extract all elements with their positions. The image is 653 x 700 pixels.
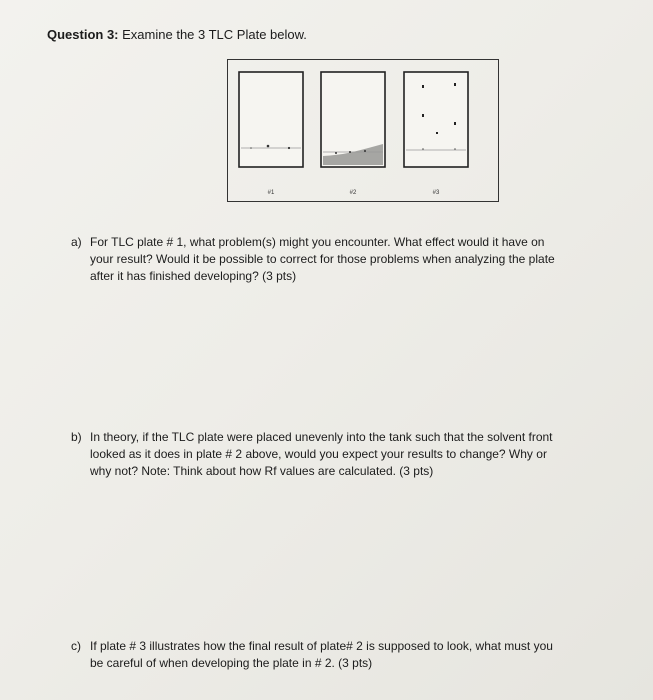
question-letter: b) xyxy=(71,430,82,444)
question-line: If plate # 3 illustrates how the final result of plate# 2 is supposed to look, what must you xyxy=(90,639,553,653)
spot xyxy=(454,148,456,150)
spot xyxy=(436,132,438,134)
spot xyxy=(422,85,424,88)
question-letter: a) xyxy=(71,235,82,249)
plate-label-1: #1 xyxy=(267,190,275,196)
spot xyxy=(454,122,456,125)
spot xyxy=(335,152,337,154)
tlc-plate-3 xyxy=(404,72,468,167)
tlc-plates-figure xyxy=(227,59,499,202)
spot xyxy=(288,147,290,149)
tlc-plate-1 xyxy=(239,72,303,167)
question-text xyxy=(90,234,555,285)
spot xyxy=(422,114,424,117)
question-line: your result? Would it be possible to correct for those problems when analyzing the plate xyxy=(90,252,555,266)
question-line: For TLC plate # 1, what problem(s) might you encounter. What effect would it have on xyxy=(90,235,545,249)
spot xyxy=(267,145,270,148)
spot xyxy=(364,150,366,152)
tlc-plates-drawing xyxy=(228,60,500,203)
question-text xyxy=(90,429,553,480)
spot xyxy=(422,148,424,150)
spot xyxy=(250,147,252,149)
spot xyxy=(454,83,456,86)
question-line: after it has finished developing? (3 pts) xyxy=(90,269,297,283)
question-line: why not? Note: Think about how Rf values are calculated. (3 pts) xyxy=(90,464,434,478)
plate-label-3: #3 xyxy=(432,190,440,196)
tlc-plate-2 xyxy=(321,72,385,167)
question-text xyxy=(90,638,553,672)
question-line: In theory, if the TLC plate were placed unevenly into the tank such that the solvent front xyxy=(90,430,553,444)
question-heading xyxy=(47,27,307,42)
question-letter: c) xyxy=(71,639,81,653)
question-line: looked as it does in plate # 2 above, would you expect your results to change? Why or xyxy=(90,447,547,461)
spot xyxy=(349,151,351,153)
plate-label-2: #2 xyxy=(349,190,357,196)
question-title: Examine the 3 TLC Plate below. xyxy=(122,27,307,42)
question-line: be careful of when developing the plate in # 2. (3 pts) xyxy=(90,656,373,670)
question-number: Question 3: xyxy=(47,27,119,42)
